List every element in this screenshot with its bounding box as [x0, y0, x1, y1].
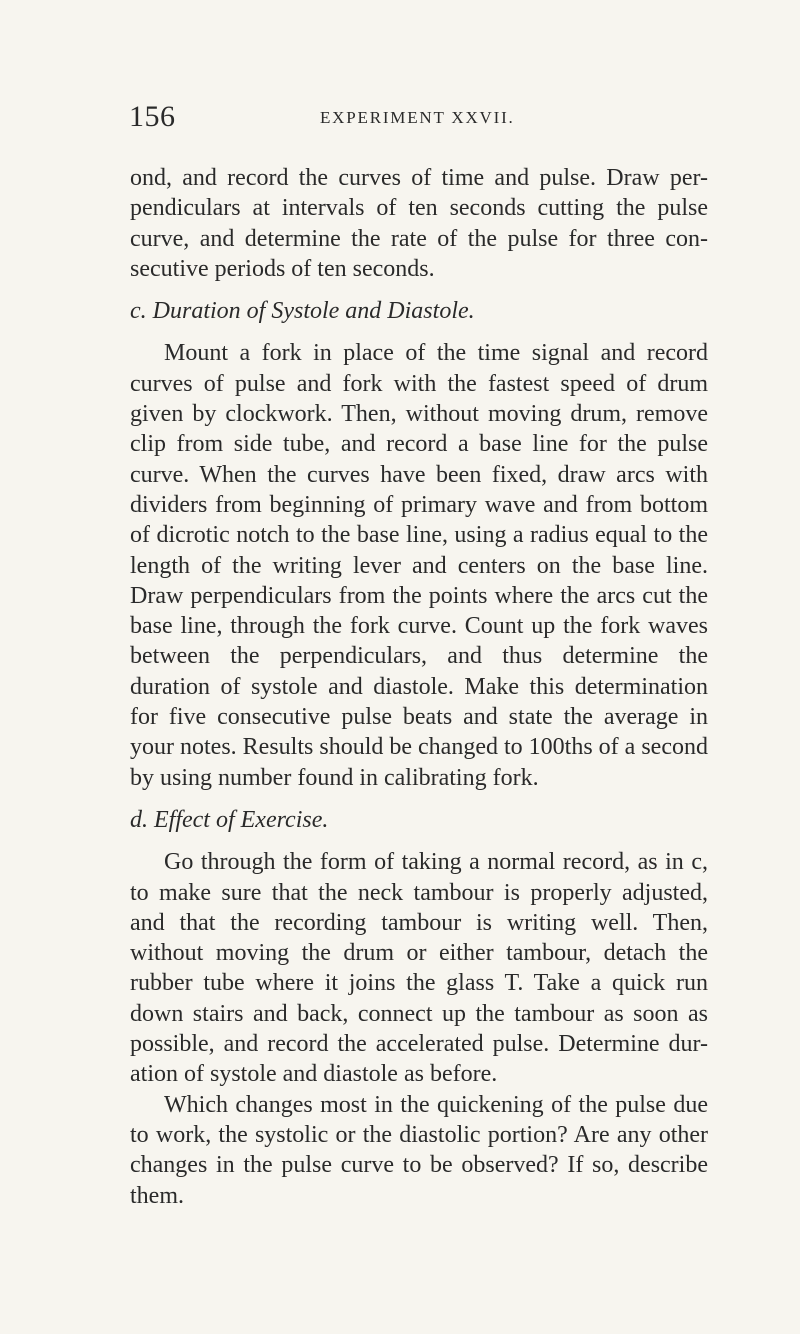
paragraph-continuation: ond, and record the curves of time and pulse. Draw per- pendiculars at intervals of ten seconds cutting the pulse curve, and determine the rate of the pulse for three con- secutive periods of ten seconds. [130, 165, 708, 282]
paragraph-questions: Which changes most in the quickening of the pulse due to work, the systolic or the diastolic portion? Are any other changes in the pulse curve to be observed? If so, describe them. [130, 1091, 708, 1209]
page-number: 156 [129, 100, 176, 133]
section-heading-c: c. Duration of Systole and Diastole. [130, 298, 475, 325]
running-head: EXPERIMENT XXVII. [320, 108, 515, 127]
section-heading-d: d. Effect of Exercise. [130, 806, 329, 833]
page-body [130, 163, 708, 1211]
paragraph-exercise: Go through the form of taking a normal record, as in c, to make sure that the neck tambour is properly adjusted, and that the recording tambour is writing well. Then, without moving the drum or either tambour, detach the rubber tube where it joins the glass T. Take a quick run down stairs and back, connect up the tambour as soon as possible, and record the accelerated pulse. Determine dur- ation of systole and diastole as before. [130, 849, 708, 1088]
paragraph-systole-diastole: Mount a fork in place of the time signal and record curves of pulse and fork with the fastest speed of drum given by clockwork. Then, without moving drum, remove clip from side tube, and record a base line for the pulse curve. When the curves have been fixed, draw arcs with dividers from beginning of primary wave and from bottom of dicrotic notch to the base line, using a radius equal to the length of the writing lever and centers on the base line. Draw perpendiculars from the points where the arcs cut the base line, through the fork curve. Count up the fork waves between the perpendiculars, and thus determine the duration of systole and diastole. Make this determination for five consecutive pulse beats and state the average in your notes. Results should be changed to 100ths of a second by using number found in calibrating fork. [130, 340, 708, 791]
page-header [129, 100, 709, 134]
